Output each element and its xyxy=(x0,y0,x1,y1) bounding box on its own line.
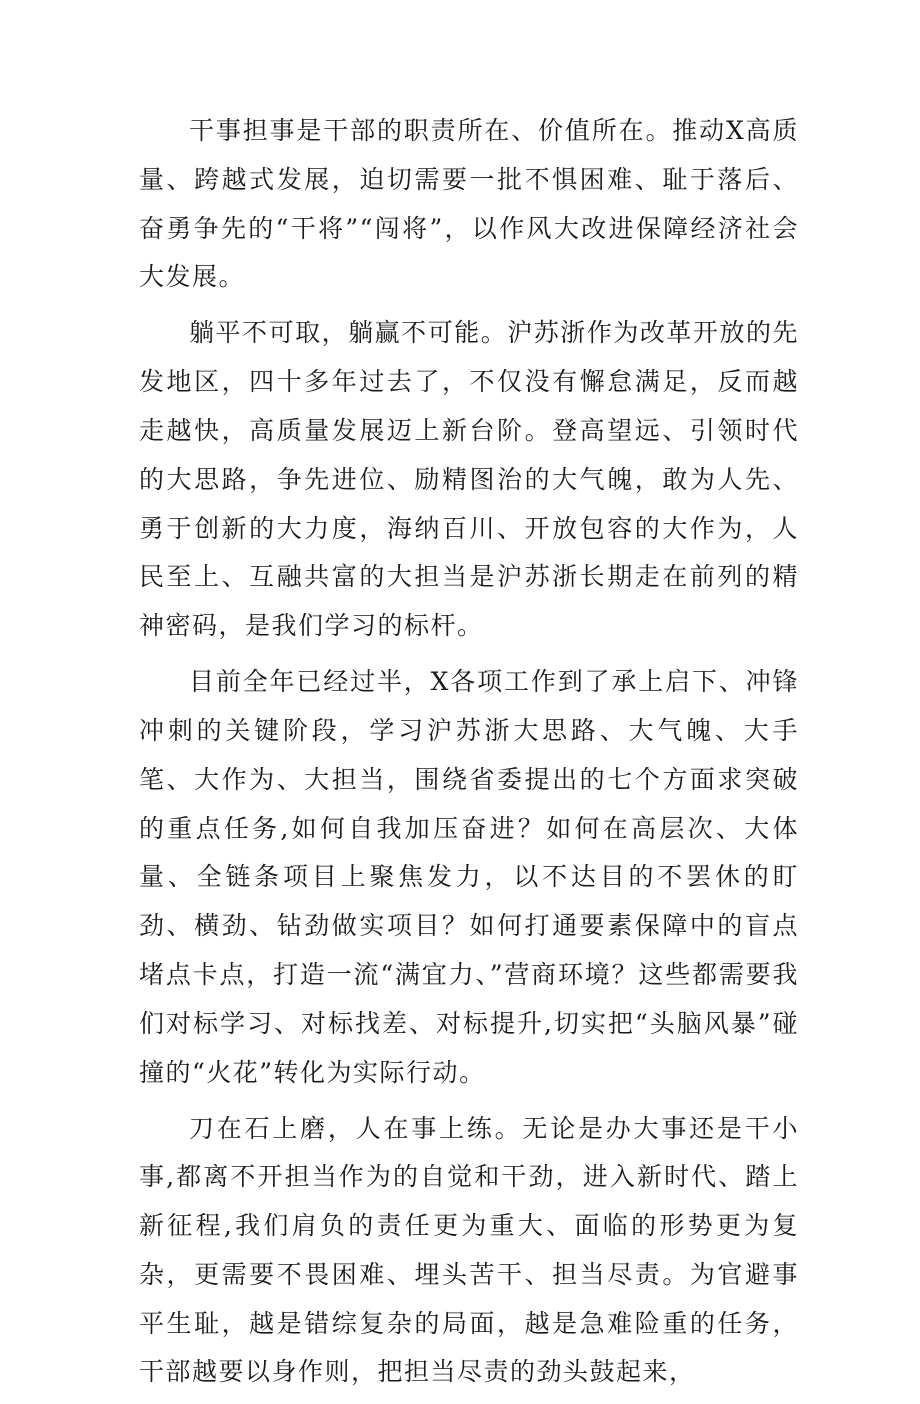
document-body xyxy=(139,107,799,1404)
paragraph-3: 目前全年已经过半，X各项工作到了承上启下、冲锋冲刺的关键阶段，学习沪苏浙大思路、大气魄、大手笔、大作为、大担当，围绕省委提出的七个方面求突破的重点任务,如何自我加压奋进？如何在高层次、大体量、全链条项目上聚焦发力，以不达目的不罢休的盯劲、横劲、钻劲做实项目？如何打通要素保障中的盲点堵点卡点，打造一流“满宜力、”营商环境？这些都需要我们对标学习、对标找差、对标提升,切实把“头脑风暴”碰撞的“火花”转化为实际行动。 xyxy=(139,667,799,1087)
paragraph-4: 刀在石上磨，人在事上练。无论是办大事还是干小事,都离不开担当作为的自觉和干劲，进入新时代、踏上新征程,我们肩负的责任更为重大、面临的形势更为复杂，更需要不畏困难、埋头苦干、担当尽责。为官避事平生耻，越是错综复杂的局面，越是急难险重的任务，干部越要以身作则，把担当尽责的劲头鼓起来， xyxy=(139,1113,799,1387)
paragraph-2: 躺平不可取，躺赢不可能。沪苏浙作为改革开放的先发地区，四十多年过去了，不仅没有懈怠满足，反而越走越快，高质量发展迈上新台阶。登高望远、引领时代的大思路，争先进位、励精图治的大气魄，敢为人先、勇于创新的大力度，海纳百川、开放包容的大作为，人民至上、互融共富的大担当是沪苏浙长期走在前列的精神密码，是我们学习的标杆。 xyxy=(139,318,799,641)
paragraph-1: 干事担事是干部的职责所在、价值所在。推动X高质量、跨越式发展，迫切需要一批不惧困难、耻于落后、奋勇争先的“干将”“闯将”，以作风大改进保障经济社会大发展。 xyxy=(139,116,799,292)
